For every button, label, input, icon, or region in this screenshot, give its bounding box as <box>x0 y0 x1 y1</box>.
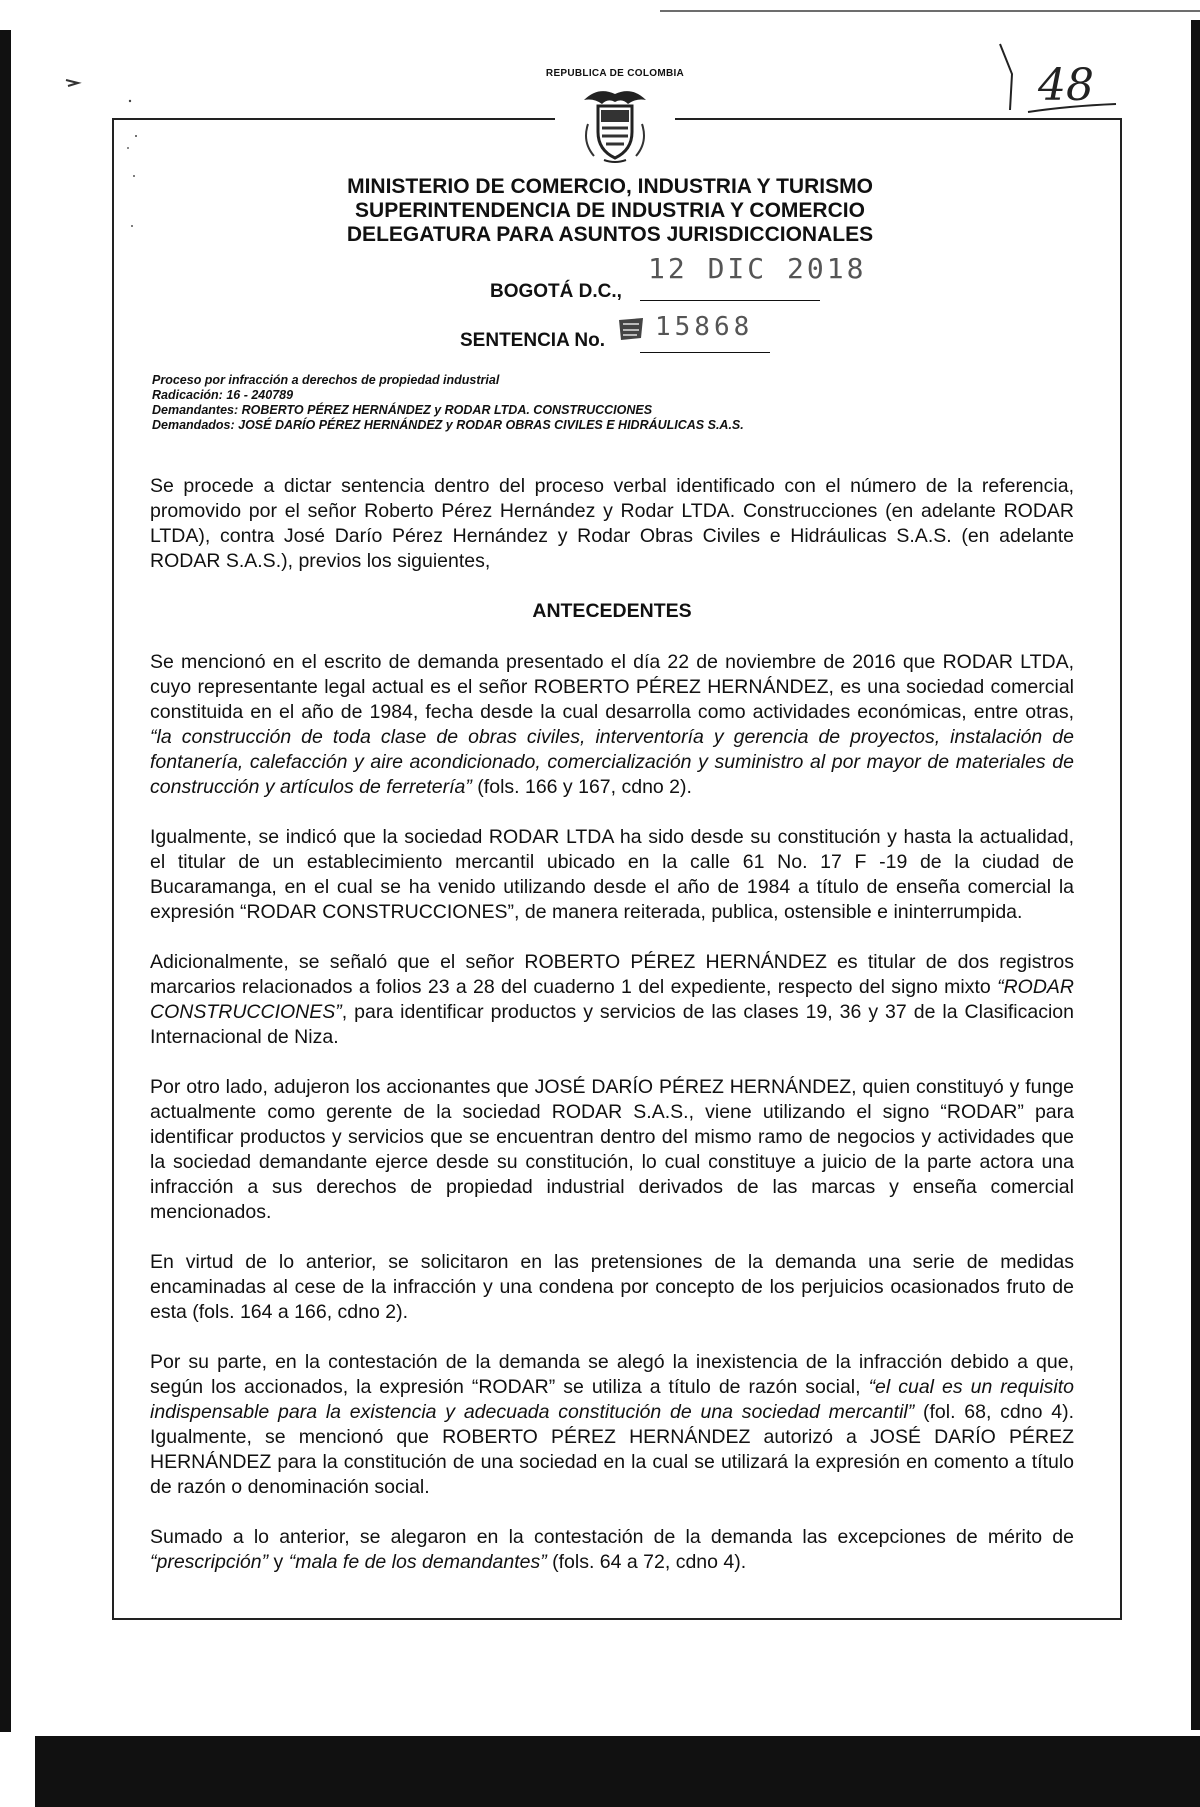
p1-text-b: (fols. 166 y 167, cdno 2). <box>471 776 692 798</box>
case-plaintiffs: Demandantes: ROBERTO PÉREZ HERNÁNDEZ y RODAR LTDA. CONSTRUCCIONES <box>152 403 653 417</box>
paragraph-3 <box>150 950 1074 1050</box>
paragraph-4: Por otro lado, adujeron los accionantes que JOSÉ DARÍO PÉREZ HERNÁNDEZ, quien constituyó y funge actualmente como gerente de la sociedad RODAR S.A.S., viene utilizando el signo “RODAR” para identificar productos y servicios que se encuentran dentro del mismo ramo de negocios y actividades que la sociedad demandante ejerce desde su constitución, lo cual constituye a juicio de la parte actora una infracción a sus derechos de propiedad industrial derivados de las marcas y enseña comercial mencionados. <box>150 1076 1074 1223</box>
paragraph-2: Igualmente, se indicó que la sociedad RODAR LTDA ha sido desde su constitución y hasta la actualidad, el titular de un establecimiento mercantil ubicado en la calle 61 No. 17 F -19 de la ciudad de Bucaramanga, en el cual se ha venido utilizando desde el año de 1984 a título de enseña comercial la expresión “RODAR CONSTRUCCIONES”, de manera reiterada, publica, ostensible e ininterrumpida. <box>150 826 1074 923</box>
superintendency-title: SUPERINTENDENCIA DE INDUSTRIA Y COMERCIO <box>355 199 865 222</box>
p1-text-a: Se mencionó en el escrito de demanda presentado el día 22 de noviembre de 2016 que RODAR LTDA, cuyo representante legal actual es el señor ROBERTO PÉREZ HERNÁNDEZ, es una sociedad comercial constituida en el año de 1984, fecha desde la cual desarrolla como actividades económicas, entre otras, <box>150 651 1074 723</box>
p7-text-b: (fols. 64 a 72, cdno 4). <box>546 1551 747 1573</box>
intro-paragraph: Se procede a dictar sentencia dentro del proceso verbal identificado con el número de la referencia, promovido por el señor Roberto Pérez Hernández y Rodar LTDA. Construcciones (en adelante RODAR LTDA), contra José Darío Pérez Hernández y Rodar Obras Civiles e Hidráulicas S.A.S. (en adelante RODAR S.A.S.), previos los siguientes, <box>150 475 1074 572</box>
p7-text-a: Sumado a lo anterior, se alegaron en la contestación de la demanda las excepciones de mérito de <box>150 1526 1074 1548</box>
date-line <box>640 300 820 301</box>
ministry-title: MINISTERIO DE COMERCIO, INDUSTRIA Y TURISMO <box>347 175 873 198</box>
folio-number-handwritten <box>988 40 1128 118</box>
republic-heading: REPUBLICA DE COLOMBIA <box>545 68 685 79</box>
paragraph-5: En virtud de lo anterior, se solicitaron en las pretensiones de la demanda una serie de medidas encaminadas al cese de la infracción y una condena por concepto de los perjuicios ocasionados fruto de esta (fols. 164 a 166, cdno 2). <box>150 1251 1074 1323</box>
p6-quote: “el cual es un requisito indispensable para la existencia y adecuada constitución de una sociedad mercantil” <box>150 1376 1074 1423</box>
paragraph-6 <box>150 1350 1074 1500</box>
case-info <box>152 373 1132 433</box>
city-label: BOGOTÁ D.C., <box>490 281 622 302</box>
margin-mark-icon <box>64 76 84 88</box>
case-defendants: Demandados: JOSÉ DARÍO PÉREZ HERNÁNDEZ y RODAR OBRAS CIVILES E HIDRÁULICAS S.A.S. <box>152 418 744 432</box>
sentencia-label: SENTENCIA No. <box>460 330 605 351</box>
institution-titles <box>250 175 970 247</box>
paragraph-7 <box>150 1525 1074 1575</box>
p6-text-b: (fol. 68, cdno 4). Igualmente, se mencionó que ROBERTO PÉREZ HERNÁNDEZ autorizó a JOSÉ DARÍO PÉREZ HERNÁNDEZ para la constitución de una sociedad en la cual se utilizará la expresión en comento a título de razón o denominación social. <box>150 1401 1075 1498</box>
p3-text-a: Adicionalmente, se señaló que el señor ROBERTO PÉREZ HERNÁNDEZ es titular de dos registros marcarios relacionados a folios 23 a 28 del cuaderno 1 del expediente, respecto del signo mixto <box>150 951 1074 998</box>
p3-quote: “RODAR CONSTRUCCIONES” <box>150 976 1074 1023</box>
case-filing: Radicación: 16 - 240789 <box>152 388 294 402</box>
number-line <box>640 352 770 353</box>
sentencia-number-stamp: 15868 <box>655 312 754 342</box>
section-heading: ANTECEDENTES <box>532 600 692 622</box>
paragraph-1 <box>150 650 1074 800</box>
p3-text-b: , para identificar productos y servicios de las clases 19, 36 y 37 de la Clasificacion Internacional de Niza. <box>150 1001 1074 1048</box>
p7-quote-2: “mala fe de los demandantes” <box>288 1551 547 1573</box>
judgment-body <box>150 474 1074 1600</box>
folio-number: 48 <box>1038 60 1094 111</box>
case-process: Proceso por infracción a derechos de propiedad industrial <box>152 373 500 387</box>
p7-text-mid: y <box>268 1551 289 1573</box>
p6-text-a: Por su parte, en la contestación de la demanda se alegó la inexistencia de la infracción debido a que, según los accionados, la expresión “RODAR” se utiliza a título de razón social, <box>150 1351 1074 1398</box>
stamp-smudge-icon <box>615 314 647 344</box>
coat-of-arms-icon <box>578 84 652 164</box>
scan-border-bottom <box>35 1736 1200 1807</box>
date-stamp: 12 DIC 2018 <box>648 252 867 285</box>
scan-border-left <box>0 30 11 1732</box>
scan-border-right <box>1191 20 1200 1730</box>
scan-edge-line <box>660 10 1200 12</box>
p7-quote-1: “prescripción” <box>150 1551 269 1573</box>
p1-quote: “la construcción de toda clase de obras civiles, interventoría y gerencia de proyectos, instalación de fontanería, calefacción y aire acondicionado, comercialización y suministro al por mayor de materiales de construcción y artículos de ferretería” <box>150 726 1074 798</box>
delegation-title: DELEGATURA PARA ASUNTOS JURISDICCIONALES <box>346 223 874 246</box>
